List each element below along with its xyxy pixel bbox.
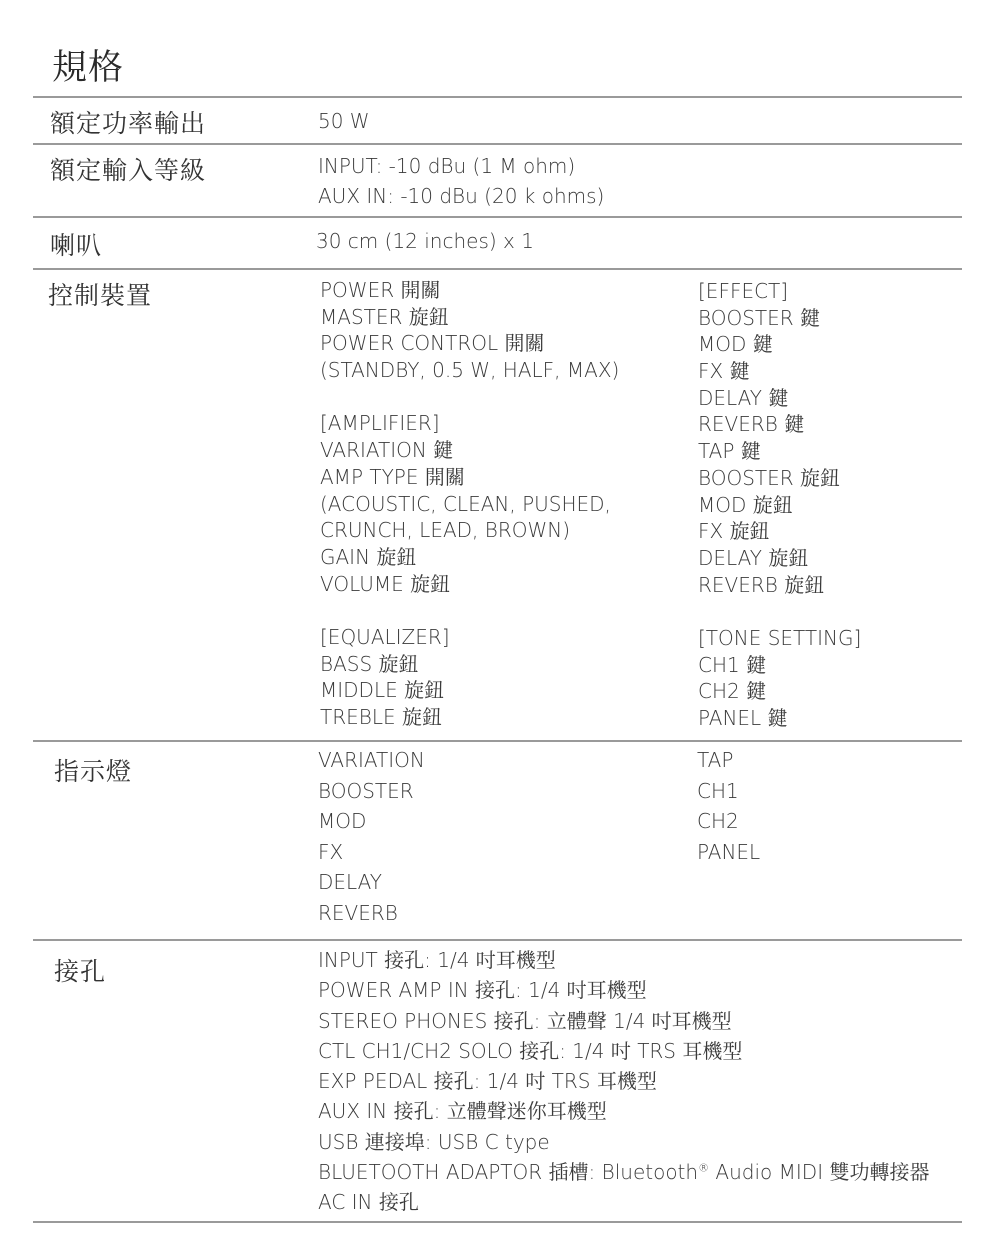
connector-item-bluetooth [318, 1157, 929, 1187]
divider-after-controls [33, 740, 962, 742]
indicator-item: MOD [318, 809, 367, 834]
indicator-item: FX [318, 839, 344, 864]
control-item: REVERB 鍵 [698, 412, 805, 437]
bluetooth-text-start: BLUETOOTH ADAPTOR 插槽: Bluetooth [318, 1160, 699, 1185]
controls-right-column [698, 278, 861, 732]
control-item: FX 鍵 [698, 359, 750, 384]
indicator-item: TAP [697, 748, 734, 772]
control-item: CH2 鍵 [698, 679, 767, 704]
speaker-label: 喇叭 [50, 231, 103, 260]
input-level-values [318, 151, 604, 211]
divider-bottom [33, 1221, 962, 1223]
control-item: MIDDLE 旋鈕 [320, 678, 445, 703]
control-item: AMP TYPE 開關 [320, 464, 465, 489]
input-level-line: INPUT: -10 dBu (1 M ohm) [318, 154, 576, 178]
control-item: CRUNCH, LEAD, BROWN) [320, 518, 571, 543]
connector-item: CTL CH1/CH2 SOLO 接孔: 1/4 吋 TRS 耳機型 [318, 1038, 743, 1063]
control-section-heading: [TONE SETTING] [698, 625, 862, 650]
indicator-item: BOOSTER [318, 778, 414, 803]
divider-after-output [33, 143, 962, 145]
control-item: FX 旋鈕 [698, 519, 770, 544]
controls-label: 控制裝置 [48, 281, 153, 310]
control-item: (ACOUSTIC, CLEAN, PUSHED, [320, 491, 611, 516]
connector-item: STEREO PHONES 接孔: 立體聲 1/4 吋耳機型 [318, 1008, 732, 1033]
divider-after-speaker [33, 268, 962, 270]
rated-output-label: 額定功率輸出 [50, 109, 207, 138]
connectors-column [318, 945, 929, 1218]
control-item: POWER CONTROL 開關 [320, 331, 545, 356]
control-item: BOOSTER 旋鈕 [698, 465, 841, 490]
registered-mark: ® [698, 1161, 710, 1175]
indicator-item: DELAY [318, 870, 382, 895]
control-item: REVERB 旋鈕 [698, 572, 825, 597]
input-level-label: 額定輸入等級 [50, 156, 207, 185]
connector-item: INPUT 接孔: 1/4 吋耳機型 [318, 948, 556, 972]
connector-item: POWER AMP IN 接孔: 1/4 吋耳機型 [318, 978, 647, 1003]
control-item: VOLUME 旋鈕 [320, 571, 451, 596]
control-item: DELAY 旋鈕 [698, 545, 809, 570]
divider-after-input-level [33, 216, 962, 218]
connectors-label: 接孔 [54, 957, 107, 986]
indicators-right-column [697, 745, 760, 867]
control-item: (STANDBY, 0.5 W, HALF, MAX) [320, 358, 620, 383]
connector-item: USB 連接埠: USB C type [318, 1129, 550, 1154]
connector-item: AUX IN 接孔: 立體聲迷你耳機型 [318, 1099, 607, 1124]
rated-output-value: 50 W [318, 109, 370, 133]
control-section-heading: [EFFECT] [698, 279, 789, 303]
control-item: BASS 旋鈕 [320, 651, 419, 676]
control-item: BOOSTER 鍵 [698, 305, 821, 330]
indicator-item: CH1 [697, 778, 739, 803]
control-item: MOD 旋鈕 [698, 492, 793, 517]
divider-top [33, 96, 962, 98]
indicator-item: PANEL [697, 839, 761, 864]
page-title: 規格 [52, 48, 125, 88]
indicator-item: VARIATION [318, 748, 425, 772]
control-item: MOD 鍵 [698, 332, 773, 357]
control-section-heading: [AMPLIFIER] [320, 411, 440, 436]
control-item: PANEL 鍵 [698, 706, 788, 730]
control-item: TAP 鍵 [698, 439, 761, 464]
connector-item: AC IN 接孔 [318, 1190, 419, 1215]
divider-after-indicators [33, 939, 962, 941]
control-item: CH1 鍵 [698, 652, 767, 677]
speaker-value: 30 cm (12 inches) x 1 [316, 229, 534, 253]
indicator-item: CH2 [697, 809, 739, 834]
bluetooth-text-end: Audio MIDI 雙功轉接器 [709, 1160, 930, 1185]
indicators-left-column [318, 745, 425, 929]
control-item: POWER 開關 [320, 278, 441, 302]
control-item: TREBLE 旋鈕 [320, 705, 442, 729]
connector-item: EXP PEDAL 接孔: 1/4 吋 TRS 耳機型 [318, 1069, 657, 1094]
indicators-label: 指示燈 [54, 757, 133, 786]
control-item: DELAY 鍵 [698, 385, 789, 410]
control-item: VARIATION 鍵 [320, 438, 454, 463]
control-item: MASTER 旋鈕 [320, 304, 449, 329]
control-item: GAIN 旋鈕 [320, 544, 417, 569]
control-section-heading: [EQUALIZER] [320, 624, 450, 649]
controls-left-column [320, 277, 619, 731]
input-level-line: AUX IN: -10 dBu (20 k ohms) [318, 184, 605, 208]
indicator-item: REVERB [318, 900, 398, 925]
